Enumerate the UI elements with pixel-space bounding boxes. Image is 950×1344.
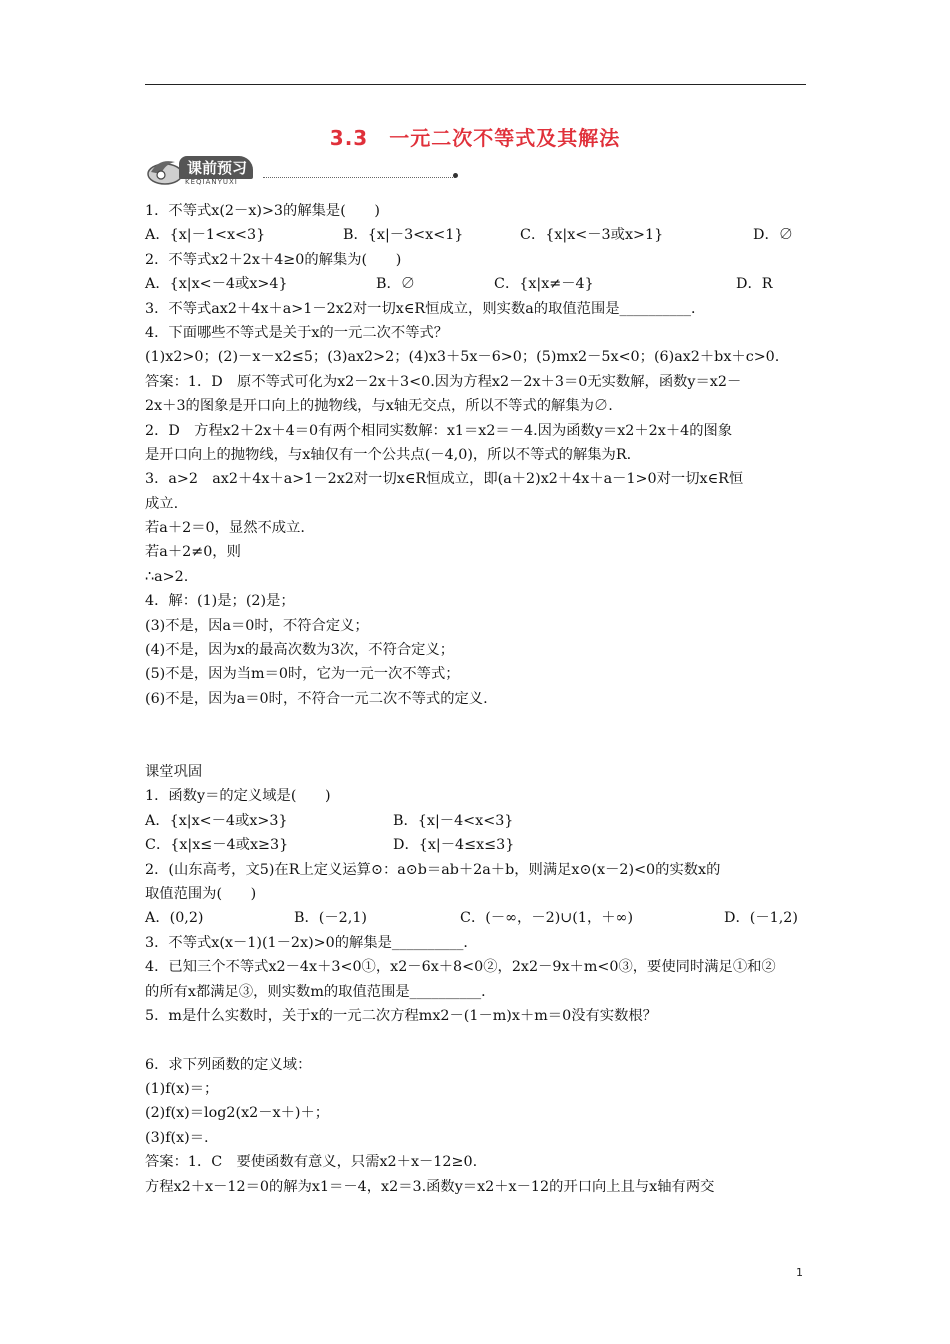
answer-text: (3)不是，因a＝0时，不符合定义； (145, 617, 369, 634)
banner-label: 课前预习 (179, 156, 253, 179)
question-1-options (145, 809, 809, 833)
question-1: 1．不等式x(2－x)>3的解集是( ) (145, 203, 380, 219)
answer-text: 2x＋3的图象是开口向上的抛物线，与x轴无交点，所以不等式的解集为∅. (145, 398, 613, 415)
question-2: 取值范围为( ) (145, 885, 257, 902)
answer-text: (6)不是，因为a＝0时，不符合一元二次不等式的定义. (145, 690, 488, 707)
option-a: A．(0,2) (145, 910, 204, 927)
answer-text: (5)不是，因为当m＝0时，它为一元一次不等式； (145, 666, 460, 683)
question-4: 4．已知三个不等式x2－4x＋3<0①，x2－6x＋8<0②，2x2－9x＋m<0③，要使同时满足①和② (145, 959, 776, 976)
option-a: A．{x|x<－4或x>3} (145, 812, 288, 829)
option-d: D．∅ (753, 227, 794, 244)
question-2: 2．(山东高考，文5)在R上定义运算⊙：a⊙b＝ab＋2a＋b，则满足x⊙(x－2)<0的实数x的 (145, 861, 721, 878)
question-4-list: (1)x2>0；(2)－x－x2≤5；(3)ax2>2；(4)x3＋5x－6>0；(5)mx2－5x<0；(6)ax2＋bx＋c>0. (145, 349, 780, 366)
question-3: 3．不等式x(x－1)(1－2x)>0的解集是__________． (145, 934, 478, 951)
document-body (145, 199, 809, 1199)
option-c: C．{x|x≠－4} (494, 276, 594, 293)
option-a: A．{x|x<－4或x>4} (145, 276, 288, 293)
question-6-part: (2)f(x)＝log2(x2－x＋)＋； (145, 1105, 330, 1122)
question-4: 4．下面哪些不等式是关于x的一元二次不等式？ (145, 324, 449, 341)
answer-text: (4)不是，因为x的最高次数为3次，不符合定义； (145, 642, 455, 659)
banner-sub-label: KEQIANYUXI (185, 178, 238, 186)
option-d: D．(－1,2) (724, 910, 798, 927)
answer-text: 答案：1．D 原不等式可化为x2－2x＋3<0.因为方程x2－2x＋3＝0无实数解，函数y＝x2－ (145, 373, 742, 390)
page-number: 1 (796, 1266, 803, 1279)
question-3: 3．不等式ax2＋4x＋a>1－2x2对一切x∈R恒成立，则实数a的取值范围是__________． (145, 300, 706, 317)
option-b: B．{x|－4<x<3} (393, 812, 514, 829)
answer-text: 答案：1．C 要使函数有意义，只需x2＋x－12≥0. (145, 1154, 478, 1171)
section-banner (145, 150, 461, 190)
option-d: D．R (736, 276, 773, 293)
banner-dotted-line (263, 177, 455, 178)
option-c: C．(－∞，－2)∪(1，＋∞) (460, 910, 634, 927)
question-4: 的所有x都满足③，则实数m的取值范围是__________． (145, 983, 496, 1000)
question-1-options (145, 223, 809, 247)
page-title: 3.3 一元二次不等式及其解法 (329, 126, 621, 150)
answer-text: 方程x2＋x－12＝0的解为x1＝－4，x2＝3.函数y＝x2＋x－12的开口向上且与x轴有两交 (145, 1178, 715, 1195)
option-b: B．{x|－3<x<1} (343, 227, 464, 244)
answer-text: 成立. (145, 495, 179, 512)
answer-text: 2．D 方程x2＋2x＋4＝0有两个相同实数解：x1＝x2＝－4.因为函数y＝x2＋2x＋4的图象 (145, 422, 733, 439)
answer-text: ∴a>2. (145, 568, 189, 585)
question-6-part: (1)f(x)＝； (145, 1081, 219, 1098)
header-rule (145, 84, 806, 85)
answer-text: 是开口向上的抛物线，与x轴仅有一个公共点(－4,0)，所以不等式的解集为R. (145, 446, 632, 463)
option-b: B．∅ (376, 276, 416, 293)
question-1: 1．函数y＝的定义域是( ) (145, 788, 331, 805)
option-b: B．(－2,1) (294, 910, 367, 927)
question-1-options (145, 833, 809, 857)
answer-text: 若a＋2＝0，显然不成立. (145, 520, 305, 537)
answer-text: 4．解：(1)是；(2)是； (145, 593, 295, 610)
question-6-part: (3)f(x)＝. (145, 1129, 209, 1146)
spacer (145, 711, 809, 760)
question-6: 6．求下列函数的定义域： (145, 1056, 312, 1073)
section-heading: 课堂巩固 (145, 764, 203, 780)
answer-text: 若a＋2≠0，则 (145, 544, 241, 561)
answer-text: 3．a>2 ax2＋4x＋a>1－2x2对一切x∈R恒成立，即(a＋2)x2＋4x＋a－1>0对一切x∈R恒 (145, 471, 744, 488)
question-2-options (145, 906, 809, 930)
option-a: A．{x|－1<x<3} (145, 227, 266, 244)
question-2-options (145, 272, 809, 296)
question-2: 2．不等式x2＋2x＋4≥0的解集为( ) (145, 251, 402, 268)
option-c: C．{x|x<－3或x>1} (520, 227, 664, 244)
spacer (145, 1028, 809, 1052)
banner-end-dot (453, 173, 458, 178)
option-d: D．{x|－4≤x≤3} (393, 837, 515, 854)
question-5: 5．m是什么实数时，关于x的一元二次方程mx2－(1－m)x＋m＝0没有实数根？ (145, 1007, 657, 1024)
option-c: C．{x|x≤－4或x≥3} (145, 837, 289, 854)
